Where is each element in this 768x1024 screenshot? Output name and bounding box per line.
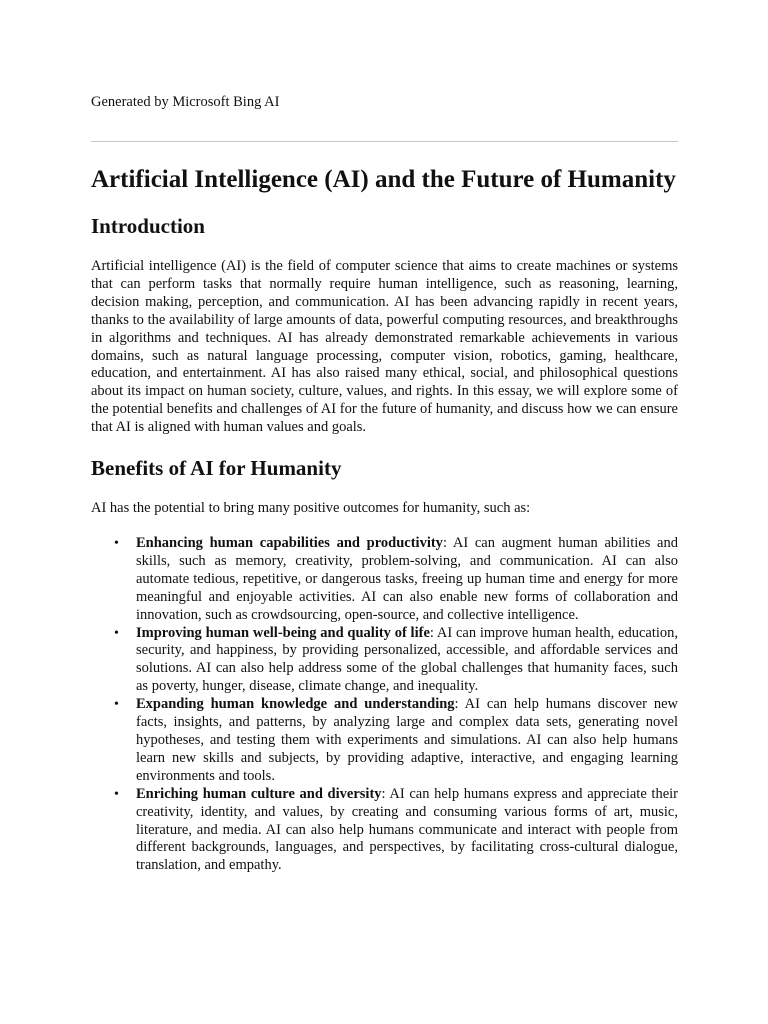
- benefits-heading: Benefits of AI for Humanity: [91, 456, 342, 480]
- benefits-lead-paragraph: AI has the potential to bring many positive outcomes for humanity, such as:: [91, 500, 531, 516]
- list-item: [114, 785, 678, 876]
- list-item-term: Enriching human culture and diversity: [136, 785, 382, 802]
- list-item-text: : AI can augment human abilities and skills, such as memory, creativity, problem-solving, and communication. AI can also automate tedious, repetitive, or dangerous tasks, freeing up human time and energy for more meaningful and enjoyable activities. AI can also enable new forms of collaboration and innovation, such as crowdsourcing, open-source, and collective intelligence.: [136, 535, 678, 623]
- document-title: Artificial Intelligence (AI) and the Future of Humanity: [91, 166, 676, 193]
- introduction-paragraph: Artificial intelligence (AI) is the field of computer science that aims to create machines or systems that can perform tasks that normally require human intelligence, such as reasoning, learning, decision making, perception, and communication. AI has been advancing rapidly in recent years, thanks to the availability of large amounts of data, powerful computing resources, and breakthroughs in algorithms and techniques. AI has already demonstrated remarkable achievements in various domains, such as natural language processing, computer vision, robotics, gaming, healthcare, education, and entertainment. AI has also raised many ethical, social, and philosophical questions about its impact on human society, culture, values, and rights. In this essay, we will explore some of the potential benefits and challenges of AI for the future of humanity, and discuss how we can ensure that AI is aligned with human values and goals.: [91, 258, 678, 436]
- benefits-list: [114, 535, 678, 875]
- list-item-term: Enhancing human capabilities and productivity: [136, 535, 443, 551]
- list-item-text: : AI can help humans discover new facts, insights, and patterns, by analyzing large and complex data sets, generating novel hypotheses, and testing them with experiments and simulations. AI can also help humans learn new skills and subjects, by providing adaptive, interactive, and engaging learning environments and tools.: [136, 696, 678, 784]
- bullet-icon: •: [114, 536, 119, 551]
- list-item: [114, 535, 678, 625]
- list-item-text: : AI can help humans express and appreciate their creativity, identity, and values, by creating and consuming various forms of art, music, literature, and media. AI can also help humans communicate and interact with people from different backgrounds, languages, and perspectives, by facilitating cross-cultural dialogue, translation, and empathy.: [136, 785, 678, 874]
- introduction-heading: Introduction: [91, 214, 205, 238]
- list-item-term: Improving human well-being and quality of life: [136, 624, 430, 641]
- list-item: [114, 624, 678, 697]
- bullet-icon: •: [114, 697, 119, 713]
- bullet-icon: •: [114, 786, 119, 802]
- header-divider: [91, 141, 678, 142]
- bullet-icon: •: [114, 625, 119, 641]
- list-item-term: Expanding human knowledge and understanding: [136, 696, 455, 713]
- generated-by-note: Generated by Microsoft Bing AI: [91, 94, 280, 110]
- list-item-text: : AI can improve human health, education, security, and happiness, by providing personalized, accessible, and affordable services and solutions. AI can also help address some of the global challenges that humanity faces, such as poverty, hunger, disease, climate change, and inequality.: [136, 624, 678, 695]
- list-item: [114, 696, 678, 786]
